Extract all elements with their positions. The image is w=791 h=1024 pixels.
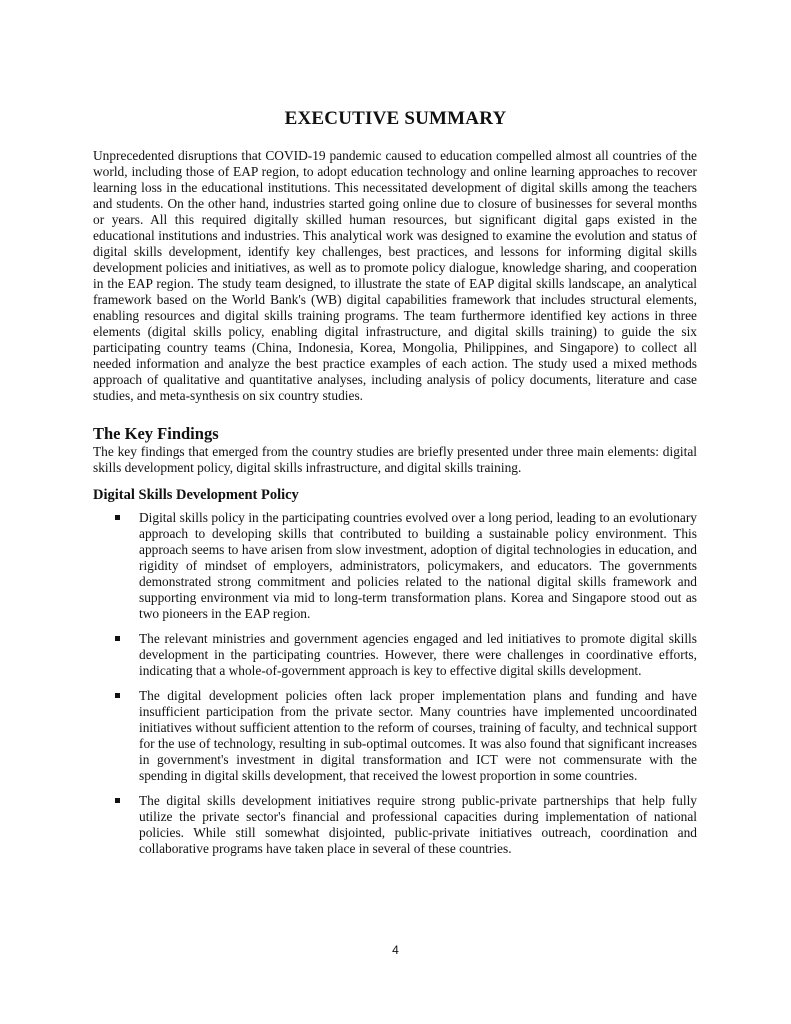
page-title: EXECUTIVE SUMMARY [284, 108, 507, 129]
policy-bullet-item [93, 510, 697, 622]
intro-paragraph: Unprecedented disruptions that COVID-19 pandemic caused to education compelled almost all countries of the world, including those of EAP region, to adopt education technology and online learning approaches to recover learning loss in the educational institutions. This necessitated development of digital skills among the teachers and students. On the other hand, industries started going online due to closure of businesses for several months or years. All this required digitally skilled human resources, but significant digital gaps existed in the educational institutions and industries. This analytical work was designed to examine the evolution and status of digital skills development, identify key challenges, best practices, and lessons for informing digital skills development policies and initiatives, as well as to promote policy dialogue, knowledge sharing, and cooperation in the EAP region. The study team designed, to illustrate the state of EAP digital skills landscape, an analytical framework based on the World Bank's (WB) digital capabilities framework that includes structural elements, enabling resources and digital skills training programs. The team furthermore identified key actions in three elements (digital skills policy, enabling digital infrastructure, and digital skills training) to guide the six participating country teams (China, Indonesia, Korea, Mongolia, Philippines, and Singapore) to collect all needed information and analyze the best practice examples of each action. The study used a mixed methods approach of qualitative and quantitative analyses, including analysis of policy documents, literature and case studies, and meta-synthesis on six country studies. [93, 148, 697, 403]
square-bullet-icon [115, 636, 120, 641]
square-bullet-icon [115, 693, 120, 698]
square-bullet-icon [115, 515, 120, 520]
page-number: 4 [392, 943, 399, 957]
square-bullet-icon [115, 798, 120, 803]
policy-bullet-item [93, 631, 697, 679]
key-findings-paragraph: The key findings that emerged from the country studies are briefly presented under three main elements: digital skills development policy, digital skills infrastructure, and digital skills training. [93, 444, 697, 475]
policy-section-heading: Digital Skills Development Policy [93, 487, 299, 503]
bullet-text: The digital development policies often lack proper implementation plans and funding and have insufficient participation from the private sector. Many countries have implemented uncoordinated initiatives without sufficient attention to the reform of courses, training of faculty, and technical support for the use of technology, resulting in sub-optimal outcomes. It was also found that significant increases in government's investment in digital transformation and ICT were not commensurate with the spending in digital skills development, that received the lowest proportion in some countries. [139, 688, 697, 783]
policy-bullet-item [93, 793, 697, 857]
policy-bullet-list [93, 510, 697, 857]
key-findings-heading: The Key Findings [93, 424, 219, 443]
page-content [93, 148, 697, 866]
policy-bullet-item [93, 688, 697, 784]
bullet-text: The relevant ministries and government agencies engaged and led initiatives to promote digital skills development in the participating countries. However, there were challenges in coordinative efforts, indicating that a whole-of-government approach is key to effective digital skills development. [139, 631, 697, 678]
bullet-text: Digital skills policy in the participating countries evolved over a long period, leading to an evolutionary approach to developing skills that contributed to building a sustainable policy environment. This approach seems to have arisen from slow investment, adoption of digital technologies in education, and rigidity of mindset of employers, administrators, policymakers, and educators. The governments demonstrated strong commitment and policies related to the national digital skills framework and supporting environment via mid to long-term transformation plans. Korea and Singapore stood out as two pioneers in the EAP region. [139, 510, 697, 621]
bullet-text: The digital skills development initiatives require strong public-private partnerships that help fully utilize the private sector's financial and professional capacities during implementation of national policies. While still somewhat disjointed, public-private initiatives outreach, coordination and collaborative programs have taken place in several of these countries. [139, 793, 697, 856]
